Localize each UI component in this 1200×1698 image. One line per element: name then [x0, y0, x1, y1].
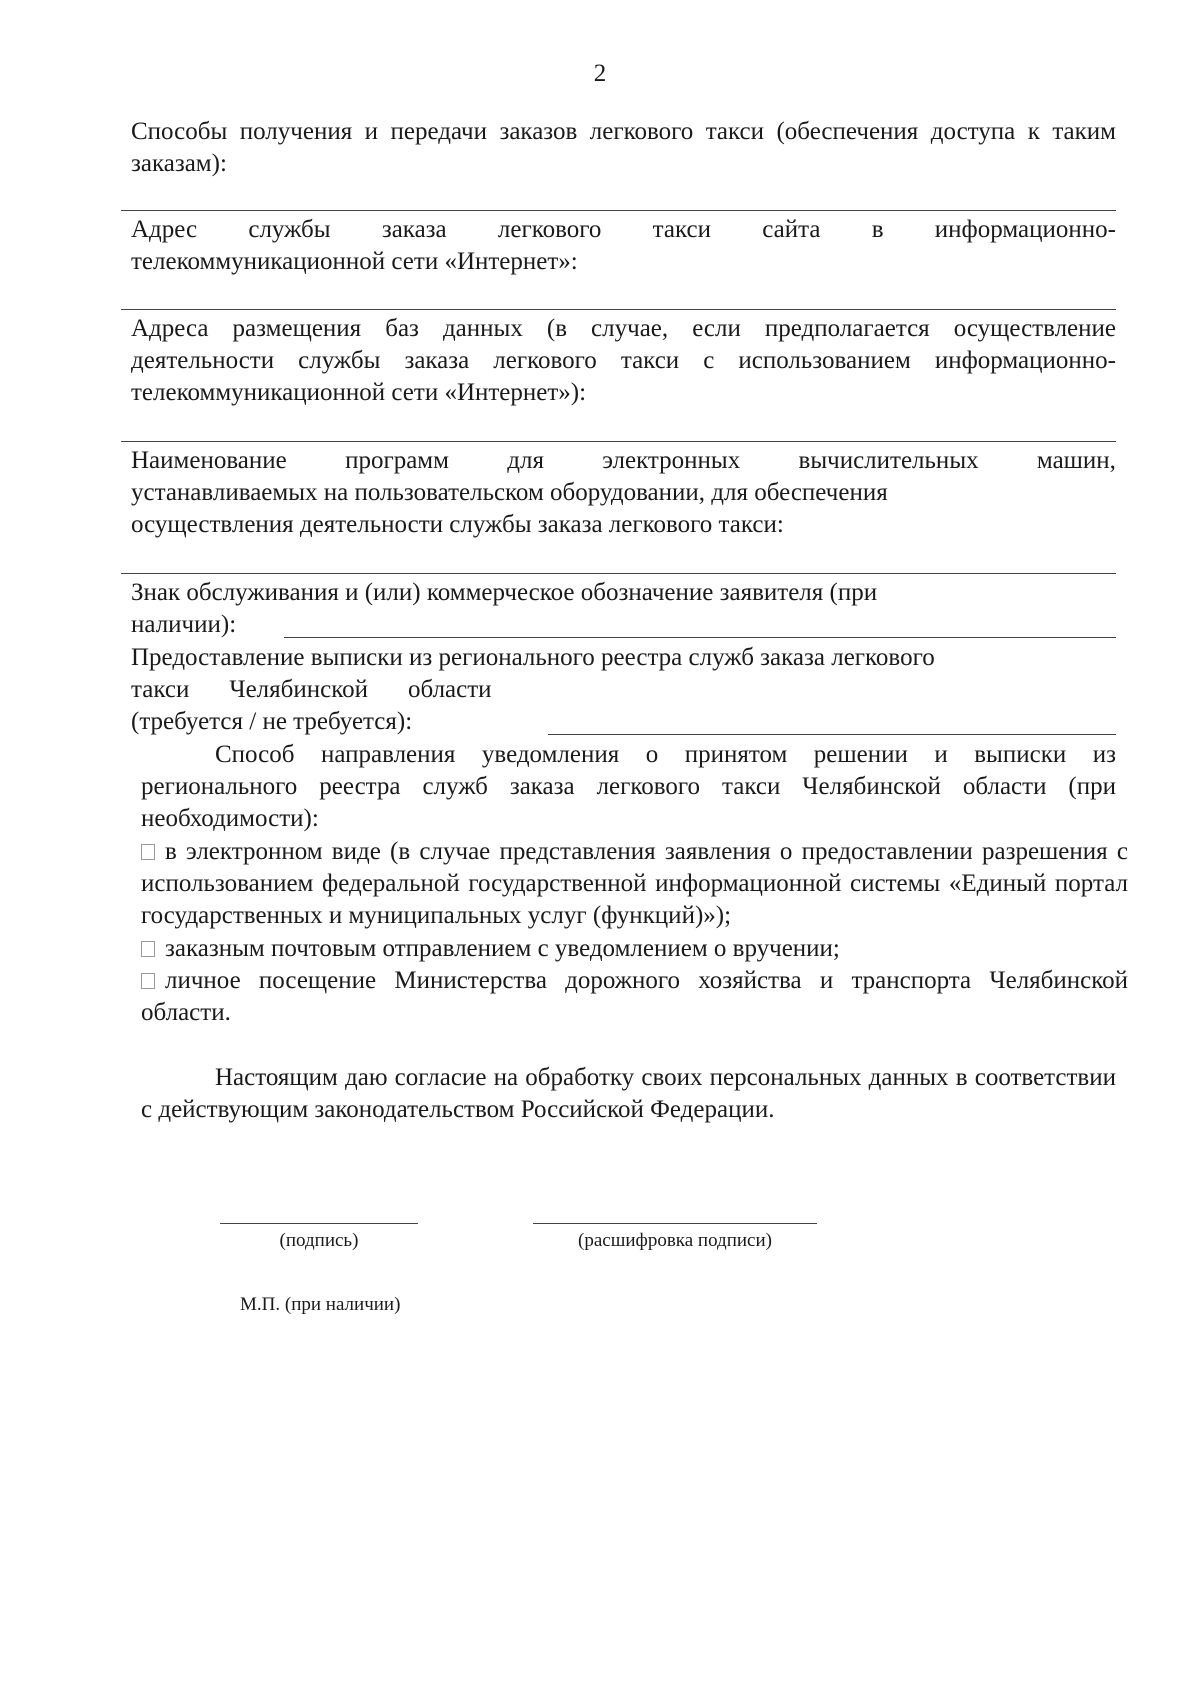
word: программ [345, 447, 449, 474]
word: вычислительных [798, 447, 979, 474]
word: заказа [381, 216, 447, 243]
trademark-input-line[interactable] [284, 637, 1116, 638]
word: области [407, 676, 492, 703]
trademark-label [131, 577, 1116, 641]
notification-option-mail[interactable] [141, 933, 1128, 965]
order-methods-label: Способы получения и передачи заказов легкового такси (обеспечения доступа к таким заказам): [131, 118, 1116, 177]
order-methods-input-line[interactable] [121, 210, 1116, 211]
notification-option-electronic[interactable] [141, 836, 1128, 932]
extract-input-line[interactable] [548, 734, 1116, 735]
word: Челябинской [229, 676, 368, 703]
extract-label-line3: (требуется / не требуется): [131, 708, 413, 735]
extract-label-line1: Предоставление выписки из регионального реестра служб заказа легкового [131, 644, 935, 671]
signature-caption: (подпись) [279, 1230, 359, 1251]
word: такси [652, 216, 711, 243]
word: электронных [602, 447, 741, 474]
website-address-label-line1 [131, 214, 1116, 246]
extract-label-line2 [131, 674, 1116, 706]
word: Наименование [131, 447, 287, 474]
word: информационно- [934, 216, 1116, 243]
word: службы [248, 216, 331, 243]
word: сайта [762, 216, 821, 243]
option-text: в электронном виде (в случае представления заявления о предоставлении разрешения с использованием федеральной государственной информационной системы «Единый портал государственных и муниципальных услуг (функций)»); [141, 838, 1128, 929]
notification-option-visit[interactable] [141, 965, 1128, 1029]
database-addresses-label: Адреса размещения баз данных (в случае, если предполагается осуществление деятельности службы заказа легкового такси с использованием информационно-телекоммуникационной сети «Интернет»): [131, 315, 1116, 406]
checkbox-electronic[interactable] [141, 844, 155, 860]
trademark-label-line1: Знак обслуживания и (или) коммерческое обозначение заявителя (при [131, 579, 878, 606]
website-address-label-line2: телекоммуникационной сети «Интернет»: [131, 248, 578, 275]
word: машин, [1036, 447, 1116, 474]
word: такси [131, 676, 190, 703]
option-text: личное посещение Министерства дорожного хозяйства и транспорта Челябинской области. [141, 967, 1128, 1026]
signature-decoding-line[interactable] [533, 1223, 817, 1224]
consent-text: Настоящим даю согласие на обработку своих персональных данных в соответствии с действующим законодательством Российской Федерации. [141, 1064, 1116, 1123]
checkbox-mail[interactable] [141, 941, 155, 957]
page-number: 2 [593, 60, 607, 87]
trademark-label-line2: наличии): [131, 611, 237, 638]
software-label-line2: устанавливаемых на пользовательском оборудовании, для обеспечения [131, 479, 888, 506]
word: Адрес [131, 216, 198, 243]
database-addresses-input-line[interactable] [121, 441, 1116, 442]
word: для [507, 447, 544, 474]
website-address-label [131, 214, 1116, 278]
word: легкового [497, 216, 602, 243]
checkbox-visit[interactable] [141, 973, 155, 989]
extract-label [131, 642, 1116, 738]
signature-decoding-caption: (расшифровка подписи) [578, 1230, 772, 1251]
notification-intro: Способ направления уведомления о принятом решении и выписки из регионального реестра служб заказа легкового такси Челябинской области (при необходимости): [141, 741, 1116, 832]
software-label-line3: осуществления деятельности службы заказа легкового такси: [131, 511, 784, 538]
software-input-line[interactable] [121, 573, 1116, 574]
website-address-input-line[interactable] [121, 309, 1116, 310]
software-label-line1 [131, 445, 1116, 477]
option-text: заказным почтовым отправлением с уведомлением о вручении; [165, 935, 840, 962]
seal-caption: М.П. (при наличии) [240, 1294, 401, 1315]
word: в [871, 216, 884, 243]
software-label [131, 445, 1116, 541]
signature-line[interactable] [220, 1223, 418, 1224]
